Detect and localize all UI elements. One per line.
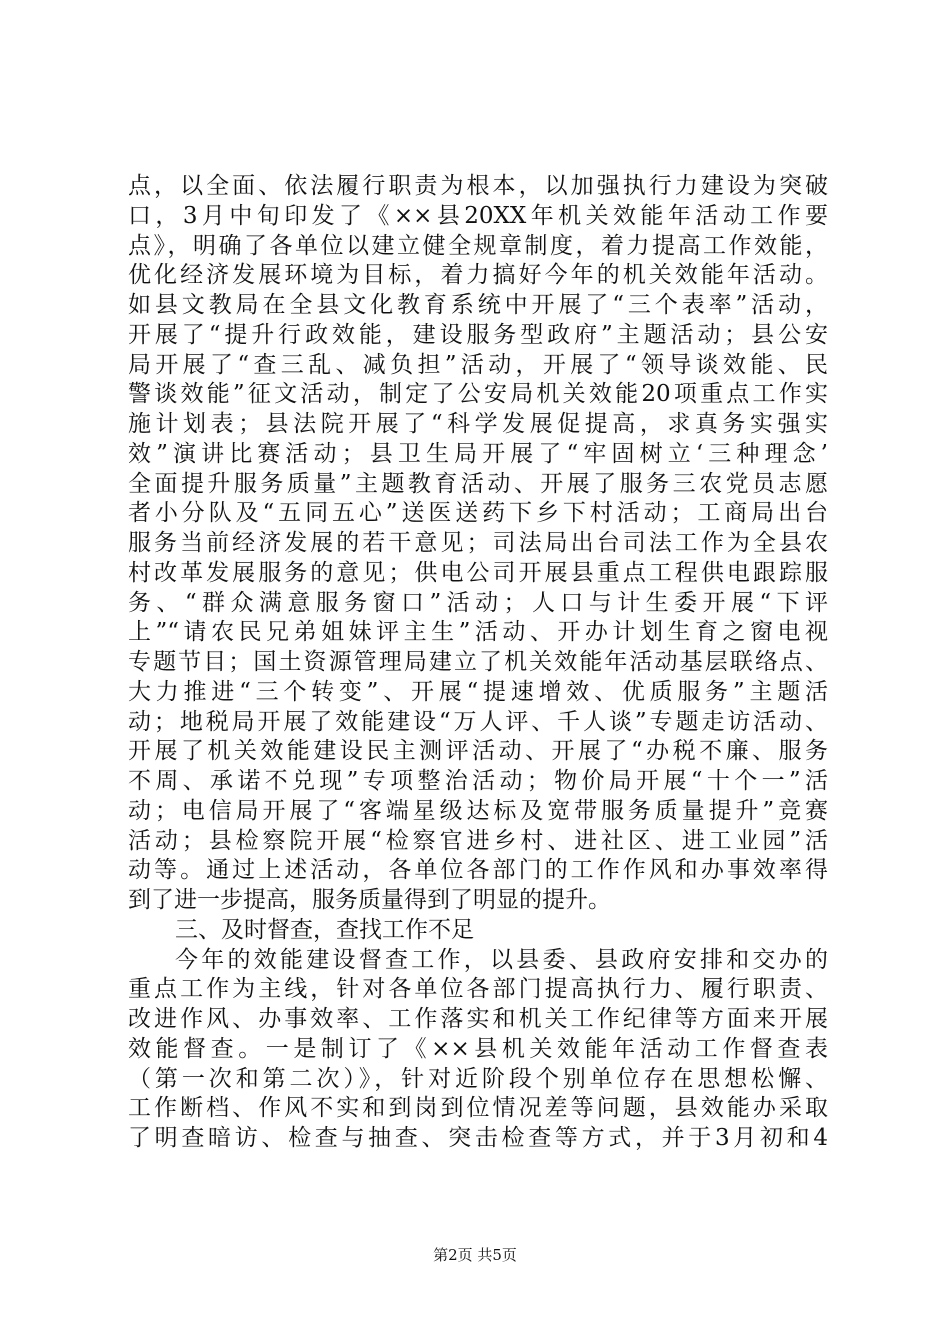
text-line-10: 效”演讲比赛活动；县卫生局开展了“牢固树立‘三种理念’ bbox=[128, 440, 828, 467]
text-line-12: 者小分队及“五同五心”送医送药下乡下村活动；工商局出台 bbox=[128, 500, 828, 527]
text-line-22: 动；电信局开展了“客端星级达标及宽带服务质量提升”竞赛 bbox=[128, 797, 828, 824]
text-line-17: 专题节目；国土资源管理局建立了机关效能年活动基层联络点、 bbox=[128, 649, 828, 675]
text-line-14: 村改革发展服务的意见；供电公司开展县重点工程供电跟踪服 bbox=[128, 559, 828, 586]
text-line-21: 不周、承诺不兑现”专项整治活动；物价局开展“十个一”活 bbox=[128, 768, 828, 794]
text-line-30: 效能督查。一是制订了《××县机关效能年活动工作督查表 bbox=[128, 1035, 828, 1062]
text-line-2: 口，3月中旬印发了《××县20XX年机关效能年活动工作要 bbox=[128, 202, 828, 229]
text-line-3: 点》，明确了各单位以建立健全规章制度，着力提高工作效能， bbox=[128, 232, 828, 259]
text-line-5: 如县文教局在全县文化教育系统中开展了“三个表率”活动， bbox=[128, 292, 828, 318]
text-line-24: 动等。通过上述活动，各单位各部门的工作作风和办事效率得 bbox=[128, 857, 828, 884]
text-line-11: 全面提升服务质量”主题教育活动、开展了服务三农党员志愿 bbox=[128, 470, 828, 497]
text-line-33: 了明查暗访、检查与抽查、突击检查等方式，并于3月初和4 bbox=[128, 1125, 828, 1151]
page-indicator: 第2页 共5页 bbox=[433, 1246, 517, 1264]
text-line-1: 点，以全面、依法履行职责为根本，以加强执行力建设为突破 bbox=[128, 173, 828, 199]
page-footer bbox=[0, 1245, 950, 1265]
text-line-9: 施计划表；县法院开展了“科学发展促提高，求真务实强实 bbox=[128, 411, 828, 437]
text-line-18: 大力推进“三个转变”、开展“提速增效、优质服务”主题活 bbox=[128, 678, 828, 705]
text-line-7: 局开展了“查三乱、减负担”活动，开展了“领导谈效能、民 bbox=[128, 351, 828, 378]
section-heading: 三、及时督查，查找工作不足 bbox=[175, 916, 474, 943]
text-line-6: 开展了“提升行政效能，建设服务型政府”主题活动；县公安 bbox=[128, 321, 828, 348]
text-line-13: 服务当前经济发展的若干意见；司法局出台司法工作为全县农 bbox=[128, 530, 828, 556]
text-line-23: 活动；县检察院开展“检察官进乡村、进社区、进工业园”活 bbox=[128, 827, 828, 854]
text-line-15: 务、“群众满意服务窗口”活动；人口与计生委开展“下评 bbox=[128, 589, 828, 616]
text-line-25: 到了进一步提高，服务质量得到了明显的提升。 bbox=[128, 887, 611, 913]
text-line-16: 上”“请农民兄弟姐妹评主生”活动、开办计划生育之窗电视 bbox=[128, 619, 828, 646]
text-line-8: 警谈效能”征文活动，制定了公安局机关效能20项重点工作实 bbox=[128, 381, 828, 408]
text-line-19: 动；地税局开展了效能建设“万人评、千人谈”专题走访活动、 bbox=[128, 708, 828, 735]
text-line-20: 开展了机关效能建设民主测评活动、开展了“办税不廉、服务 bbox=[128, 738, 828, 765]
text-line-28: 重点工作为主线，针对各单位各部门提高执行力、履行职责、 bbox=[128, 976, 828, 1003]
text-line-29: 改进作风、办事效率、工作落实和机关工作纪律等方面来开展 bbox=[128, 1006, 828, 1032]
text-line-27: 今年的效能建设督查工作，以县委、县政府安排和交办的 bbox=[175, 946, 828, 973]
text-line-4: 优化经济发展环境为目标，着力搞好今年的机关效能年活动。 bbox=[128, 262, 828, 289]
text-line-32: 工作断档、作风不实和到岗到位情况差等问题，县效能办采取 bbox=[128, 1095, 828, 1122]
text-line-31: （第一次和第二次）》，针对近阶段个别单位存在思想松懈、 bbox=[128, 1065, 828, 1092]
body-text bbox=[128, 172, 828, 1154]
